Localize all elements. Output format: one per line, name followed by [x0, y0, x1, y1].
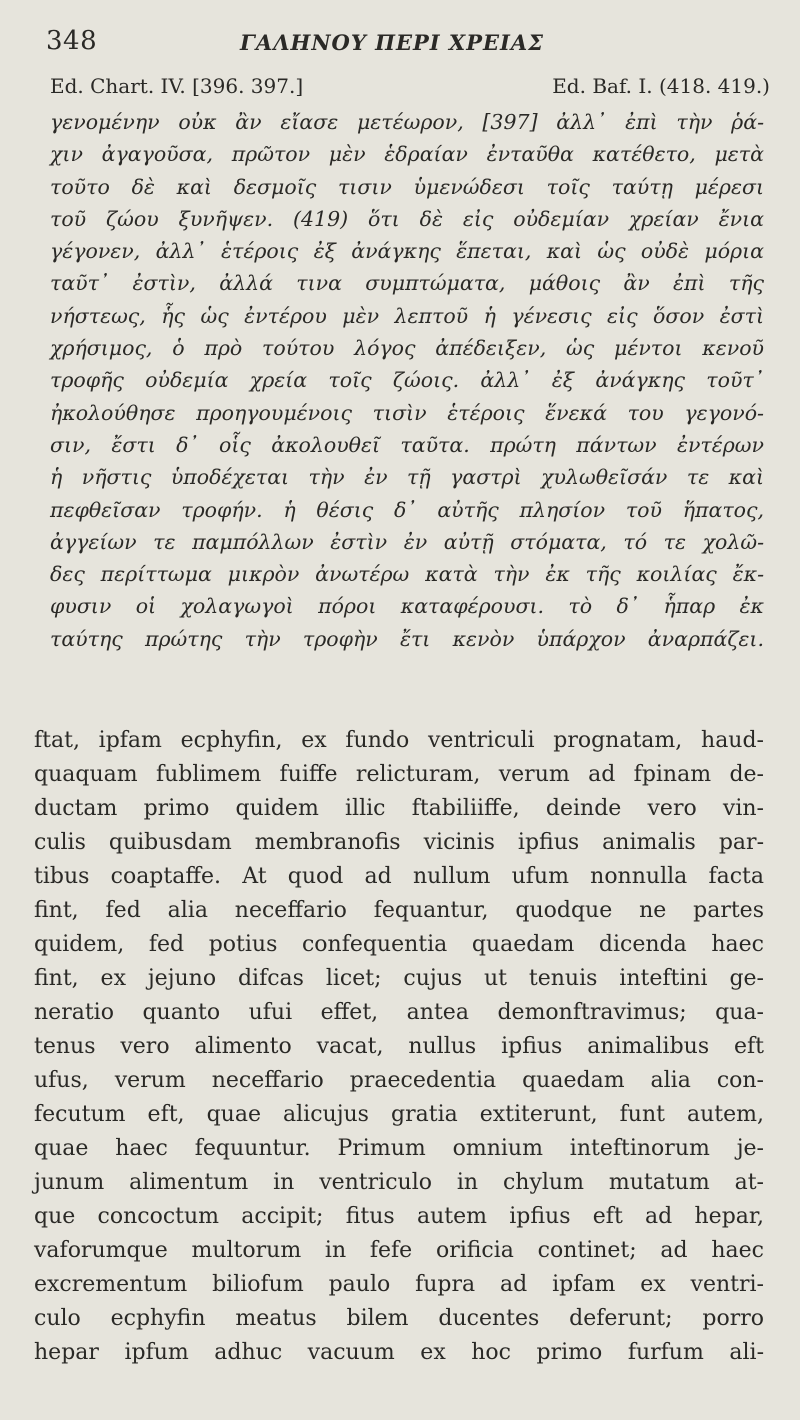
latin-text-line: fint, ex jejuno difcas licet; cujus ut tenuis inteftini ge- — [34, 966, 764, 991]
greek-text-block — [50, 106, 764, 655]
latin-text-line: excrementum biliofum paulo fupra ad ipfam ex ventri- — [34, 1272, 764, 1297]
latin-text-line: quaquam fublimem fuiffe relicturam, verum ad fpinam de- — [34, 762, 764, 787]
latin-text-line: tenus vero alimento vacat, nullus ipfius animalibus eft — [34, 1034, 764, 1059]
latin-text-line: que concoctum accipit; fitus autem ipfius eft ad hepar, — [34, 1204, 764, 1229]
greek-text-line: τοῦ ζώου ξυνῆψεν. (419) ὅτι δὲ εἰς οὐδεμίαν χρείαν ἔνια — [50, 206, 764, 231]
latin-text-line: ftat, ipfam ecphyfin, ex fundo ventriculi prognatam, haud- — [34, 728, 764, 753]
running-title: ΓΑΛΗΝΟΥ ΠΕΡΙ ΧΡΕΙΑΣ — [240, 30, 544, 55]
greek-text-line: γέγονεν, ἀλλ᾽ ἑτέροις ἐξ ἀνάγκης ἕπεται, καὶ ὡς οὐδὲ μόρια — [50, 239, 764, 264]
latin-text-line: culis quibusdam membranofis vicinis ipfius animalis par- — [34, 830, 764, 855]
greek-text-line: δες περίττωμα μικρὸν ἀνωτέρω κατὰ τὴν ἐκ τῆς κοιλίας ἔκ- — [50, 562, 764, 587]
greek-text-line: πεφθεῖσαν τροφήν. ἡ θέσις δ᾽ αὐτῆς πλησίον τοῦ ἥπατος, — [50, 497, 764, 522]
greek-text-line: γενομένην οὐκ ἂν εἴασε μετέωρον, [397] ἀλλ᾽ ἐπὶ τὴν ῥά- — [50, 110, 764, 134]
edition-chartier-reference: Ed. Chart. IV. [396. 397.] — [50, 74, 304, 98]
latin-text-line: neratio quanto ufui effet, antea demonftravimus; qua- — [34, 1000, 764, 1025]
greek-text-line: τοῦτο δὲ καὶ δεσμοῖς τισιν ὑμενώδεσι τοῖς ταύτῃ μέρεσι — [50, 174, 764, 199]
edition-reference-line — [50, 74, 770, 104]
latin-text-line: ductam primo quidem illic ftabiliiffe, deinde vero vin- — [34, 796, 764, 821]
page-number: 348 — [46, 26, 98, 56]
page-header — [0, 26, 800, 66]
latin-text-line: quidem, fed potius confequentia quaedam dicenda haec — [34, 932, 764, 957]
greek-text-line: ἀγγείων τε παμπόλλων ἐστὶν ἐν αὐτῇ στόματα, τό τε χολῶ- — [50, 529, 764, 554]
latin-text-line: quae haec fequuntur. Primum omnium inteftinorum je- — [34, 1136, 764, 1161]
greek-text-line: ταῦτ᾽ ἐστὶν, ἀλλά τινα συμπτώματα, μάθοις ἂν ἐπὶ τῆς — [50, 271, 764, 296]
greek-text-line: φυσιν οἱ χολαγωγοὶ πόροι καταφέρουσι. τὸ δ᾽ ἧπαρ ἐκ — [50, 594, 764, 619]
latin-text-line: tibus coaptaffe. At quod ad nullum ufum nonnulla facta — [34, 864, 764, 889]
latin-text-line: culo ecphyfin meatus bilem ducentes deferunt; porro — [34, 1306, 764, 1331]
greek-text-line: τροφῆς οὐδεμία χρεία τοῖς ζώοις. ἀλλ᾽ ἐξ ἀνάγκης τοῦτ᾽ — [50, 368, 764, 393]
latin-text-line: ufus, verum neceffario praecedentia quaedam alia con- — [34, 1068, 764, 1093]
latin-text-line: fecutum eft, quae alicujus gratia extiterunt, funt autem, — [34, 1102, 764, 1127]
latin-text-line: vaforumque multorum in fefe orificia continet; ad haec — [34, 1238, 764, 1263]
greek-text-line: σιν, ἔστι δ᾽ οἷς ἀκολουθεῖ ταῦτα. πρώτη πάντων ἐντέρων — [50, 432, 764, 457]
latin-text-line: hepar ipfum adhuc vacuum ex hoc primo furfum ali- — [34, 1340, 764, 1365]
greek-text-line: ἠκολούθησε προηγουμένοις τισὶν ἑτέροις ἕνεκά του γεγονό- — [50, 400, 764, 425]
greek-text-line: ταύτης πρώτης τὴν τροφὴν ἔτι κενὸν ὑπάρχον ἀναρπάζει. — [50, 626, 764, 651]
latin-text-block — [34, 724, 764, 1370]
greek-text-line: νήστεως, ἧς ὡς ἐντέρου μὲν λεπτοῦ ἡ γένεσις εἰς ὅσον ἐστὶ — [50, 303, 764, 328]
latin-text-line: junum alimentum in ventriculo in chylum mutatum at- — [34, 1170, 764, 1195]
latin-text-line: fint, fed alia neceffario fequantur, quodque ne partes — [34, 898, 764, 923]
greek-text-line: ἡ νῆστις ὑποδέχεται τὴν ἐν τῇ γαστρὶ χυλωθεῖσάν τε καὶ — [50, 465, 764, 490]
greek-text-line: χιν ἀγαγοῦσα, πρῶτον μὲν ἑδραίαν ἐνταῦθα κατέθετο, μετὰ — [50, 142, 764, 167]
greek-text-line: χρήσιμος, ὁ πρὸ τούτου λόγος ἀπέδειξεν, ὡς μέντοι κενοῦ — [50, 336, 764, 361]
edition-basel-reference: Ed. Baf. I. (418. 419.) — [552, 74, 770, 98]
